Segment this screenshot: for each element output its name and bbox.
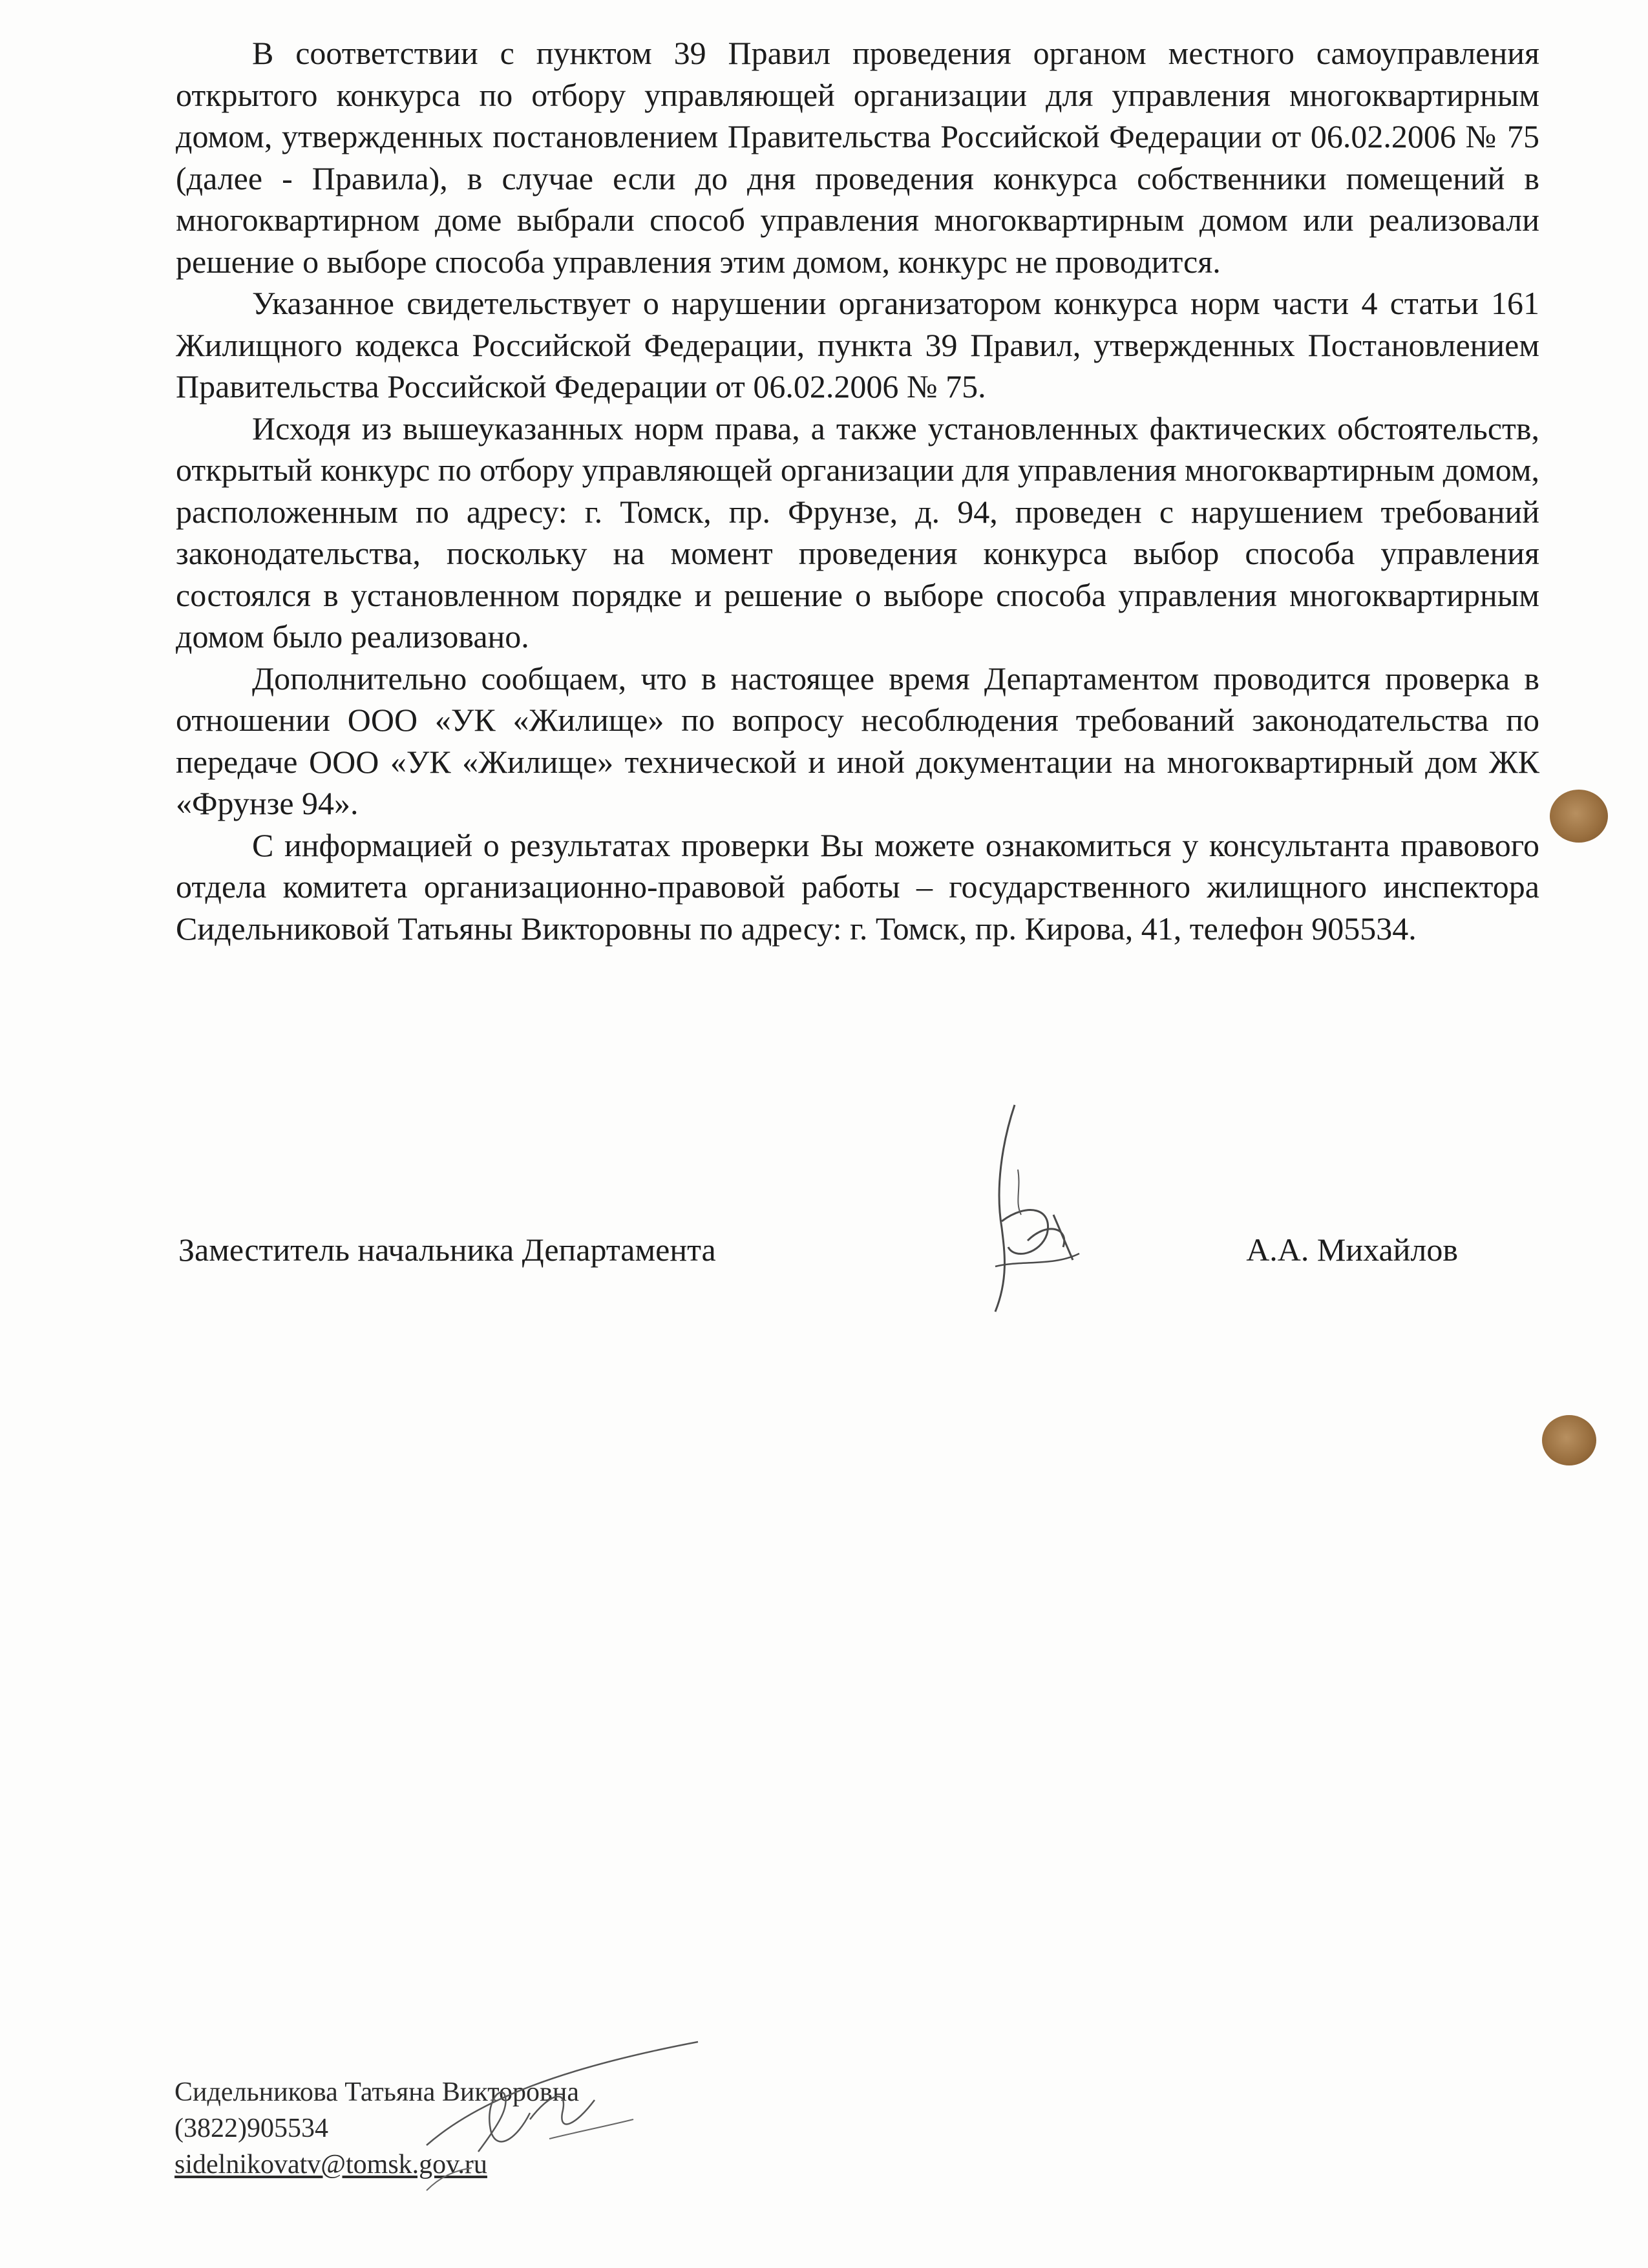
signature-block xyxy=(178,1231,1477,1283)
handwritten-signature xyxy=(956,1092,1112,1325)
letter-body xyxy=(176,32,1539,949)
signatory-name: А.А. Михайлов xyxy=(1246,1232,1458,1268)
signatory-position: Заместитель начальника Департамента xyxy=(178,1232,716,1268)
paragraph-2: Указанное свидетельствует о нарушении организатором конкурса норм части 4 статьи 161 Жилищного кодекса Российской Федерации, пункта 39 Правил, утвержденных Постановлением Правительства Российской Федерации от 06.02.2006 № 75. xyxy=(176,285,1539,404)
handwritten-initials xyxy=(401,2029,724,2197)
executor-name: Сидельникова Татьяна Викторовна xyxy=(174,2077,579,2107)
executor-email[interactable]: sidelnikovatv@tomsk.gov.ru xyxy=(174,2150,487,2179)
paragraph-3: Исходя из вышеуказанных норм права, а также установленных фактических обстоятельств, открытый конкурс по отбору управляющей организации для управления многоквартирным домом, расположенным по адресу: г. Томск, пр. Фрунзе, д. 94, проведен с нарушением требований законодательства, поскольку на момент проведения конкурса выбор способа управления состоялся в установленном порядке и решение о выборе способа управления многоквартирным домом было реализовано. xyxy=(176,410,1539,655)
paragraph-5: С информацией о результатах проверки Вы можете ознакомиться у консультанта правового отдела комитета организационно-правовой работы – государственного жилищного инспектора Сидельниковой Татьяны Викторовны по адресу: г. Томск, пр. Кирова, 41, телефон 905534. xyxy=(176,826,1539,947)
punch-hole-top xyxy=(1550,790,1608,843)
paragraph-1: В соответствии с пунктом 39 Правил проведения органом местного самоуправления открытого конкурса по отбору управляющей организации для управления многоквартирным домом, утвержденных постановлением Правительства Российской Федерации от 06.02.2006 № 75 (далее - Правила), в случае если до дня проведения конкурса собственники помещений в многоквартирном доме выбрали способ управления многоквартирным домом или реализовали решение о выборе способа управления этим домом, конкурс не проводится. xyxy=(176,35,1539,280)
executor-phone: (3822)905534 xyxy=(174,2114,328,2143)
punch-hole-bottom xyxy=(1542,1415,1596,1465)
paragraph-4: Дополнительно сообщаем, что в настоящее время Департаментом проводится проверка в отношении ООО «УК «Жилище» по вопросу несоблюдения требований законодательства по передаче ООО «УК «Жилище» технической и иной документации на многоквартирный дом ЖК «Фрунзе 94». xyxy=(176,660,1539,821)
